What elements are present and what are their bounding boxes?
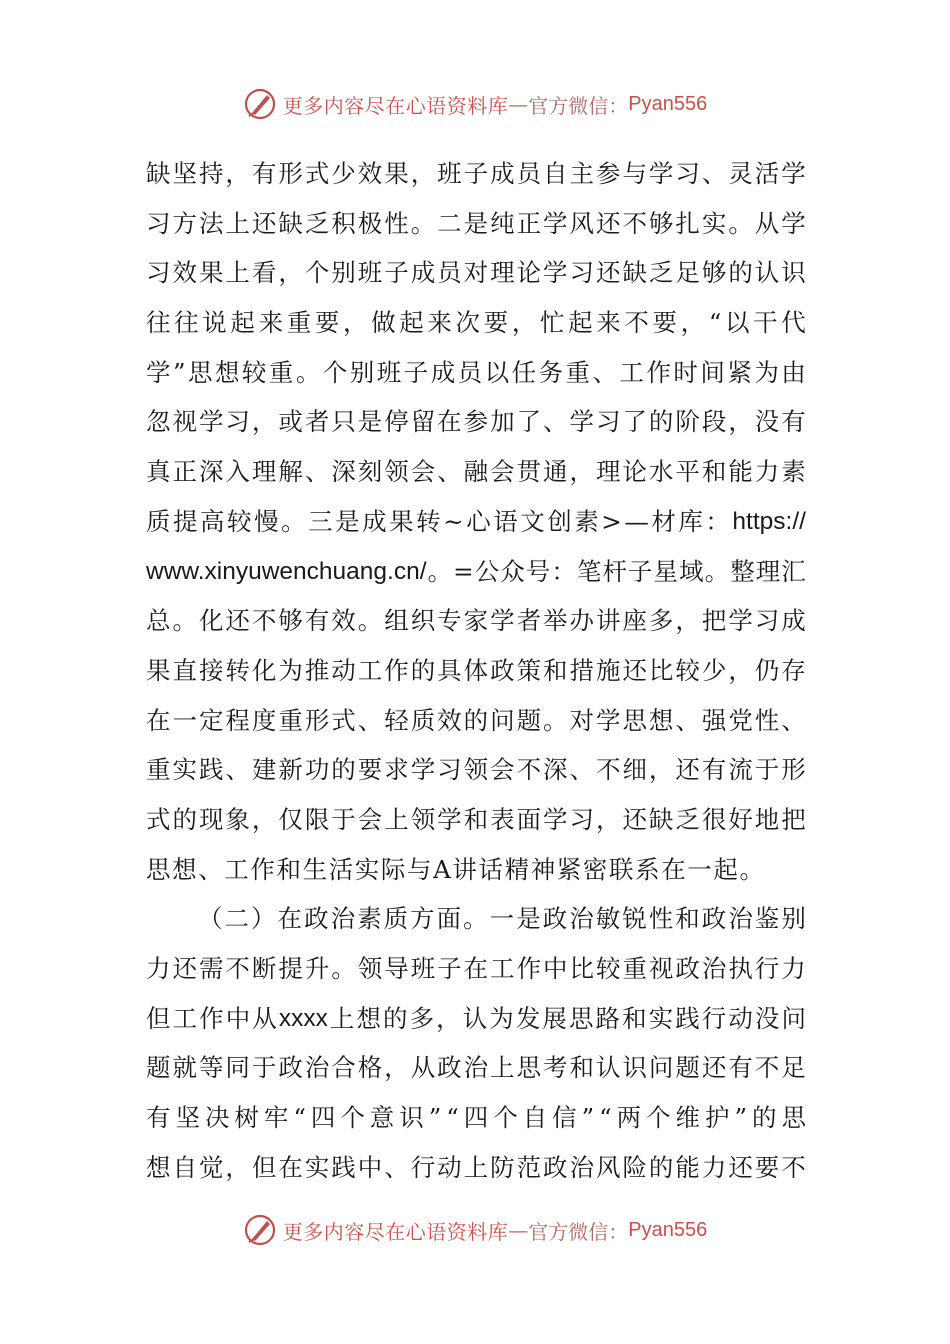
text-line: 真 正 深 入 理 解 、 深 刻 领 会 、 融 会 贯 通 ， 理 论 水 平 和 能 力 素 xyxy=(146,457,806,487)
text-line: 往 往 说 起 来 重 要 ， 做 起 来 次 要 ， 忙 起 来 不 要 ， “ 以 干 代 xyxy=(146,308,806,338)
text-line: 力 还 需 不 断 提 升 。 领 导 班 子 在 工 作 中 比 较 重 视 政 治 执 行 力 xyxy=(146,954,806,983)
banner-wechat-label: 官方微信： xyxy=(528,1219,629,1244)
banner-site-text: 更多内容尽在心语资料库 xyxy=(282,93,509,118)
quill-seal-logo-icon xyxy=(243,87,277,121)
text-line: 题 就 等 同 于 政 治 合 格 ， 从 政 治 上 思 考 和 认 识 问 题 还 有 不 足 xyxy=(146,1053,806,1083)
text-line: 思想、工作和生活实际与A讲话精神紧密联系在一起。 xyxy=(146,854,766,884)
text-line: 在 一 定 程 度 重 形 式 、 轻 质 效 的 问 题 。 对 学 思 想 、 强 党 性 、 xyxy=(146,705,806,735)
footer-watermark-banner xyxy=(0,1210,950,1250)
banner-dash: — xyxy=(508,92,529,116)
text-line: 习 效 果 上 看 ， 个 别 班 子 成 员 对 理 论 学 习 还 缺 乏 足 够 的 认 识 xyxy=(146,258,806,288)
text-line: 忽 视 学 习 ， 或 者 只 是 停 留 在 参 加 了 、 学 习 了 的 阶 段 ， 没 有 xyxy=(146,407,806,437)
banner-site-text: 更多内容尽在心语资料库 xyxy=(282,1219,509,1244)
text-line: www.xinyuwenchuang.cn/ 。 = 公 众 号 ： 笔 杆 子 星 域 。 整 理 汇 xyxy=(146,556,806,586)
text-line: 质 提 高 较 慢 。 三 是 成 果 转 ~ 心 语 文 创 素 > — 材 库 ： https:// xyxy=(146,506,806,536)
quill-seal-logo-icon xyxy=(243,1213,277,1247)
text-line: 缺 坚 持 ， 有 形 式 少 效 果 ， 班 子 成 员 自 主 参 与 学 习 、 灵 活 学 xyxy=(146,159,806,188)
text-line: （ 二 ） 在 政 治 素 质 方 面 。 一 是 政 治 敏 锐 性 和 政 治 鉴 别 xyxy=(198,904,806,934)
banner-wechat-id: Pyan556 xyxy=(628,92,708,115)
banner-wechat-id: Pyan556 xyxy=(628,1218,708,1241)
text-line: 式 的 现 象 ， 仅 限 于 会 上 领 学 和 表 面 学 习 ， 还 缺 乏 很 好 地 把 xyxy=(146,804,806,834)
banner-wechat-label: 官方微信： xyxy=(528,93,629,118)
text-line: 果 直 接 转 化 为 推 动 工 作 的 具 体 政 策 和 措 施 还 比 较 少 ， 仍 存 xyxy=(146,655,806,685)
banner-dash: — xyxy=(508,1218,529,1242)
text-line: 重 实 践 、 建 新 功 的 要 求 学 习 领 会 不 深 、 不 细 ， 还 有 流 于 形 xyxy=(146,755,806,785)
document-body xyxy=(146,149,806,1192)
text-line: 想 自 觉 ， 但 在 实 践 中 、 行 动 上 防 范 政 治 风 险 的 能 力 还 要 不 xyxy=(146,1152,806,1182)
text-line: 总 。 化 还 不 够 有 效 。 组 织 专 家 学 者 举 办 讲 座 多 ， 把 学 习 成 xyxy=(146,606,806,636)
header-watermark-banner xyxy=(0,84,950,124)
text-line: 有 坚 决 树 牢 “ 四 个 意 识 ” “ 四 个 自 信 ” “ 两 个 维 护 ” 的 思 xyxy=(146,1103,806,1133)
text-line: 学 ” 思 想 较 重 。 个 别 班 子 成 员 以 任 务 重 、 工 作 时 间 紧 为 由 xyxy=(146,357,806,387)
text-line: 习 方 法 上 还 缺 乏 积 极 性 。 二 是 纯 正 学 风 还 不 够 扎 实 。 从 学 xyxy=(146,208,806,238)
text-line: 但 工 作 中 从 xxxx 上 想 的 多 ， 认 为 发 展 思 路 和 实 践 行 动 没 问 xyxy=(146,1003,806,1033)
